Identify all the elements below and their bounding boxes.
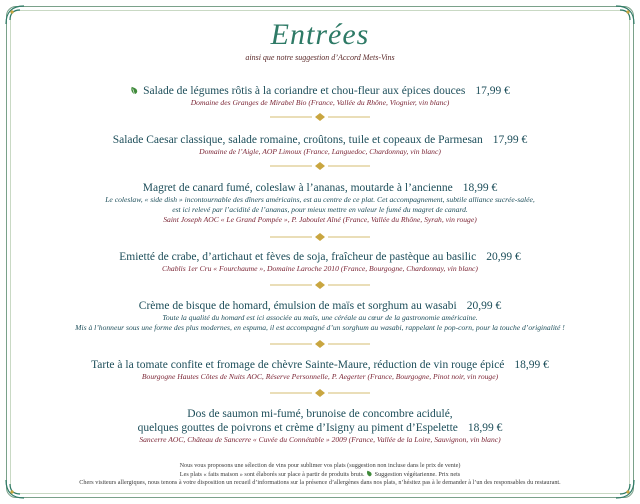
dish-description: est ici relevé par l’acidité de l’ananas, pour mieux mettre en valeur le fumé du magret de canard.: [172, 205, 468, 214]
dish-item: [40, 299, 600, 333]
dish-item: [40, 133, 600, 157]
wine-pairing: Bourgogne Hautes Côtes de Nuits AOC, Réserve Personnelle, P. Aegerter (France, Bourgogne, Pinot noir, vin rouge): [141, 372, 499, 381]
dish-name: Salade Caesar classique, salade romaine, croûtons, tuile et copeaux de Parmesan: [112, 134, 483, 146]
footer-line: Nous vous proposons une sélection de vins pour sublimer vos plats (suggestion non incluse dans le prix de vente): [179, 462, 461, 469]
dish-price: 17,99 €: [475, 85, 510, 97]
ornament-divider-icon: [270, 113, 370, 121]
dish-price: 17,99 €: [492, 134, 528, 146]
dish-price: 20,99 €: [486, 251, 521, 263]
wine-pairing: Chablis 1er Cru « Fourchaume », Domaine Laroche 2010 (France, Bourgogne, Chardonnay, vin blanc): [162, 264, 478, 273]
dish-price: 18,99 €: [462, 182, 498, 194]
dish-name: Salade de légumes rôtis à la coriandre et chou-fleur aux épices douces: [143, 85, 466, 97]
wine-pairing: Saint Joseph AOC « Le Grand Pompée », P. Jaboulet Aîné (France, Vallée du Rhône, Syrah, vin rouge): [163, 215, 477, 224]
dish-name: Dos de saumon mi-fumé, brunoise de concombre acidulé,: [187, 408, 453, 420]
dish-name: Crème de bisque de homard, émulsion de maïs et sorghum au wasabi: [138, 300, 457, 312]
page-title: Entrées: [270, 18, 370, 51]
dish-item: [40, 84, 600, 108]
ornament-divider-icon: [270, 162, 370, 170]
footer-line: Les plats « faits maison » sont élaborés sur place à partir de produits bruts.: [179, 471, 365, 478]
dish-item: [40, 358, 600, 382]
dish-item: [40, 181, 600, 225]
dish-description: Mis à l’honneur sous une forme des plus modernes, en espuma, il est accompagné d’un sorghum au wasabi, rappelant le pop-corn, pour la touche d’originalité !: [75, 323, 565, 332]
ornament-corner-icon: [614, 478, 636, 500]
ornament-divider-icon: [270, 340, 370, 348]
leaf-icon: [366, 470, 373, 477]
dish-item: [40, 250, 600, 274]
dish-name: Emietté de crabe, d’artichaut et fèves de soja, fraîcheur de pastèque au basilic: [119, 251, 477, 263]
dish-name: Tarte à la tomate confite et fromage de chèvre Sainte-Maure, réduction de vin rouge épicé: [91, 359, 505, 371]
page-subtitle: ainsi que notre suggestion d’Accord Mets-Vins: [245, 53, 395, 62]
dish-name: quelques gouttes de poivrons et crème d’Isigny au piment d’Espelette: [137, 422, 458, 434]
footer: [30, 462, 610, 487]
leaf-icon: [130, 86, 139, 95]
ornament-divider-icon: [270, 281, 370, 289]
dish-description: Toute la qualité du homard est ici associée au maïs, une céréale au cœur de la gastronomie américaine.: [162, 313, 478, 322]
wine-pairing: Domaine des Granges de Mirabel Bio (France, Vallée du Rhône, Viognier, vin blanc): [190, 98, 450, 107]
dish-description: Le coleslaw, « side dish » incontournable des dîners américains, est au centre de ce plat. Cet accompagnement, subtile alliance sucrée-salée,: [105, 195, 535, 204]
wine-pairing: Sancerre AOC, Château de Sancerre « Cuvée du Connétable » 2009 (France, Vallée de la Loire, Sauvignon, vin blanc): [139, 435, 501, 444]
wine-pairing: Domaine de l’Aigle, AOP Limoux (France, Languedoc, Chardonnay, vin blanc): [199, 147, 441, 156]
ornament-corner-icon: [4, 478, 26, 500]
dish-item: [40, 407, 600, 445]
footer-line: Chers visiteurs allergiques, nous tenons à votre disposition un recueil d’informations sur la présence d’allergènes dans nos plats, n’hésitez pas à le demander à l’un des responsables du restaurant.: [79, 479, 561, 486]
dish-name: Magret de canard fumé, coleslaw à l’ananas, moutarde à l’ancienne: [142, 182, 453, 194]
dish-price: 18,99 €: [467, 422, 503, 434]
footer-line: Suggestion végétarienne. Prix nets: [374, 471, 461, 478]
ornament-divider-icon: [270, 389, 370, 397]
ornament-divider-icon: [270, 233, 370, 241]
dish-price: 18,99 €: [514, 359, 549, 371]
dish-price: 20,99 €: [466, 300, 502, 312]
